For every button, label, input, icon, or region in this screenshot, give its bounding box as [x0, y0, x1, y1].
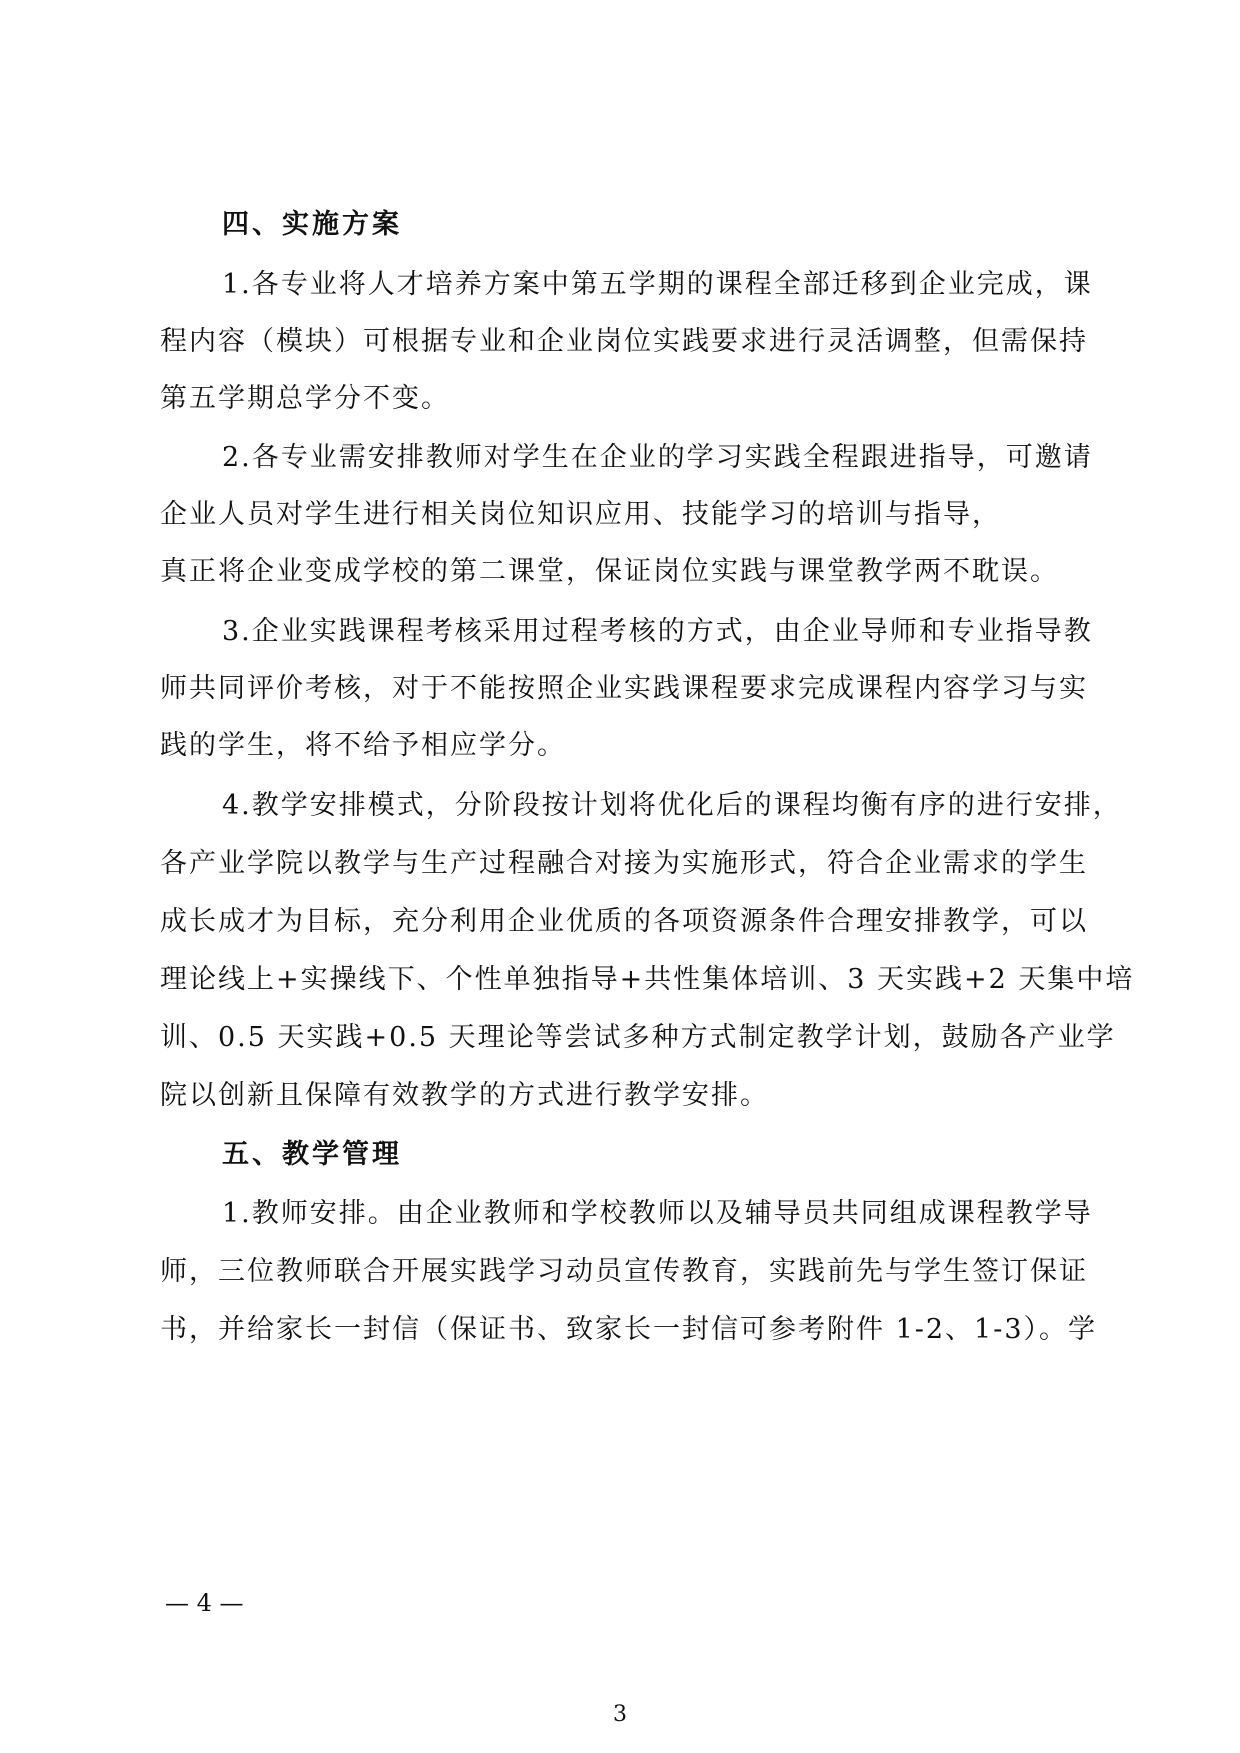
- paragraph-line: 各产业学院以教学与生产过程融合对接为实施形式，符合企业需求的学生: [160, 848, 1088, 879]
- paragraph-line: 真正将企业变成学校的第二课堂，保证岗位实践与课堂教学两不耽误。: [160, 556, 1059, 587]
- paragraph-line: 践的学生，将不给予相应学分。: [160, 730, 566, 761]
- paragraph-line: 师共同评价考核，对于不能按照企业实践课程要求完成课程内容学习与实: [160, 673, 1088, 704]
- page-mark: — 4 —: [165, 1589, 244, 1617]
- paragraph-line: 4.教学安排模式，分阶段按计划将优化后的课程均衡有序的进行安排，: [222, 790, 1122, 821]
- paragraph-line: 书，并给家长一封信（保证书、致家长一封信可参考附件 1-2、1-3）。学: [160, 1314, 1098, 1345]
- paragraph-line: 程内容（模块）可根据专业和企业岗位实践要求进行灵活调整，但需保持: [160, 326, 1088, 357]
- paragraph-line: 1.各专业将人才培养方案中第五学期的课程全部迁移到企业完成，课: [222, 269, 1093, 300]
- paragraph-line: 院以创新且保障有效教学的方式进行教学安排。: [160, 1080, 769, 1111]
- section-heading-implementation: 四、实施方案: [222, 209, 402, 240]
- paragraph-line: 成长成才为目标，充分利用企业优质的各项资源条件合理安排教学，可以: [160, 906, 1088, 937]
- page-number: 3: [613, 1702, 627, 1727]
- paragraph-line: 1.教师安排。由企业教师和学校教师以及辅导员共同组成课程教学导: [222, 1198, 1093, 1229]
- paragraph-line: 训、0.5 天实践+0.5 天理论等尝试多种方式制定教学计划，鼓励各产业学: [160, 1022, 1116, 1053]
- paragraph-line: 2.各专业需安排教师对学生在企业的学习实践全程跟进指导，可邀请: [222, 442, 1093, 473]
- paragraph-line: 第五学期总学分不变。: [160, 383, 450, 414]
- paragraph-line: 3.企业实践课程考核采用过程考核的方式，由企业导师和专业指导教: [222, 616, 1093, 647]
- paragraph-line: 师，三位教师联合开展实践学习动员宣传教育，实践前先与学生签订保证: [160, 1256, 1088, 1287]
- section-heading-teaching-management: 五、教学管理: [222, 1139, 402, 1170]
- paragraph-line: 企业人员对学生进行相关岗位知识应用、技能学习的培训与指导，: [160, 499, 1001, 530]
- paragraph-line: 理论线上+实操线下、个性单独指导+共性集体培训、3 天实践+2 天集中培: [160, 964, 1135, 995]
